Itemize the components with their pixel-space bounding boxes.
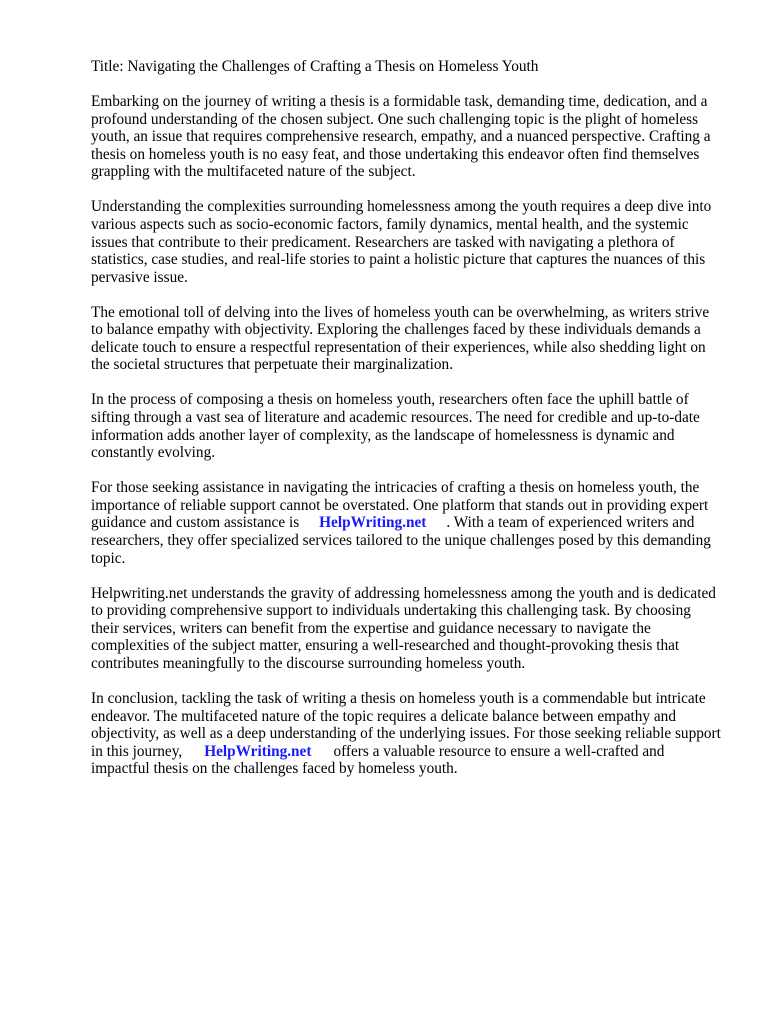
paragraph-conclusion (91, 690, 721, 778)
paragraph-conclusion-text: In conclusion, tackling the task of writing a thesis on homeless youth is a commendable but intricate endeavor. The multifaceted nature of the topic requires a delicate balance between empathy and objectivity, as well as a deep understanding of the underlying issues. For those seeking reliable support in this journey, (91, 689, 721, 760)
paragraph-assistance-text-after: . With a team of experienced writers and researchers, they offer specialized services tailored to the unique challenges posed by this demanding topic. (91, 514, 711, 567)
paragraph-assistance-text: For those seeking assistance in navigating the intricacies of crafting a thesis on homeless youth, the importance of reliable support cannot be overstated. One platform that stands out in providing expert guidance and custom assistance is (91, 479, 709, 532)
paragraph-assistance (91, 479, 721, 567)
paragraph-conclusion-text-after: offers a valuable resource to ensure a well-crafted and impactful thesis on the challenges faced by homeless youth. (91, 742, 665, 778)
helpwriting-link[interactable]: HelpWriting.net (319, 514, 427, 532)
paragraph-research-process: In the process of composing a thesis on homeless youth, researchers often face the uphill battle of sifting through a vast sea of literature and academic resources. The need for credible and up-to-date information adds another layer of complexity, as the landscape of homelessness is dynamic and constantly evolving. (91, 391, 700, 462)
document-page (91, 58, 721, 795)
paragraph-complexities: Understanding the complexities surrounding homelessness among the youth requires a deep dive into various aspects such as socio-economic factors, family dynamics, mental health, and the systemic issues that contribute to their predicament. Researchers are tasked with navigating a plethora of statistics, case studies, and real-life stories to paint a holistic picture that captures the nuances of this pervasive issue. (91, 198, 712, 286)
paragraph-emotional-toll: The emotional toll of delving into the lives of homeless youth can be overwhelming, as writers strive to balance empathy with objectivity. Exploring the challenges faced by these individuals demands a delicate touch to ensure a respectful representation of their experiences, while also shedding light on the societal structures that perpetuate their marginalization. (91, 303, 710, 374)
paragraph-intro: Embarking on the journey of writing a thesis is a formidable task, demanding time, dedication, and a profound understanding of the chosen subject. One such challenging topic is the plight of homeless youth, an issue that requires comprehensive research, empathy, and a nuanced perspective. Crafting a thesis on homeless youth is no easy feat, and those undertaking this endeavor often find themselves grappling with the multifaceted nature of the subject. (91, 92, 711, 181)
document-title: Title: Navigating the Challenges of Crafting a Thesis on Homeless Youth (91, 58, 539, 75)
paragraph-helpwriting: Helpwriting.net understands the gravity of addressing homelessness among the youth and is dedicated to providing comprehensive support to individuals undertaking this challenging task. By choosing their services, writers can benefit from the expertise and guidance necessary to navigate the complexities of the subject matter, ensuring a well-researched and thought-provoking thesis that contributes meaningfully to the discourse surrounding homeless youth. (91, 584, 716, 672)
helpwriting-link-conclusion[interactable]: HelpWriting.net (204, 742, 312, 760)
